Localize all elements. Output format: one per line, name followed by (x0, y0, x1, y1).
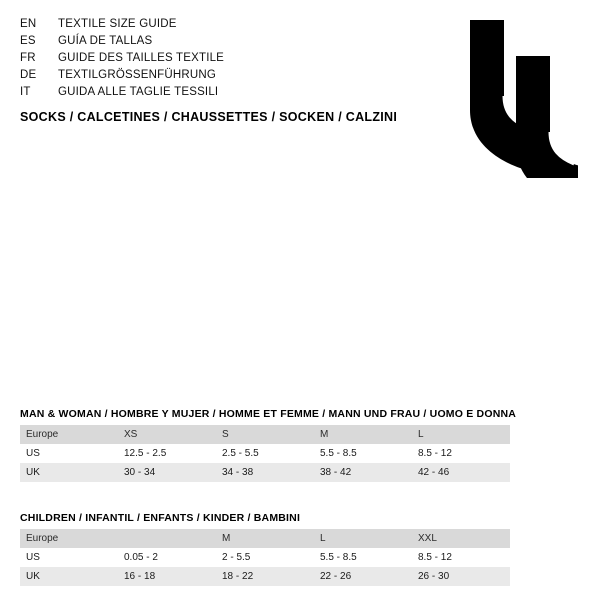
table-row (20, 444, 510, 463)
table-row (20, 548, 510, 567)
table-cell: 5.5 - 8.5 (314, 548, 412, 567)
table-header-row (20, 529, 510, 548)
language-code: IT (20, 86, 31, 98)
language-row (20, 16, 380, 33)
page-title: SOCKS / CALCETINES / CHAUSSETTES / SOCKEN / CALZINI (20, 110, 398, 124)
table-header-cell (118, 529, 216, 548)
table-cell: 22 - 26 (314, 567, 412, 586)
table-header-cell: XS (118, 425, 216, 444)
table-cell: 2.5 - 5.5 (216, 444, 314, 463)
table-header-cell: Europe (20, 529, 118, 548)
language-code: FR (20, 52, 36, 64)
socks-illustration (408, 18, 578, 178)
adult-size-table (20, 425, 510, 482)
table-header-cell: M (216, 529, 314, 548)
language-list (20, 16, 380, 101)
row-label: UK (20, 463, 118, 482)
table-header-cell: L (412, 425, 510, 444)
table-header-row (20, 425, 510, 444)
language-code: EN (20, 18, 37, 30)
table-cell: 38 - 42 (314, 463, 412, 482)
language-code: ES (20, 35, 36, 47)
children-table-caption: CHILDREN / INFANTIL / ENFANTS / KINDER / BAMBINI (20, 512, 301, 524)
table-header-cell: Europe (20, 425, 118, 444)
language-row (20, 50, 380, 67)
table-cell: 5.5 - 8.5 (314, 444, 412, 463)
language-text: GUIDE DES TAILLES TEXTILE (58, 52, 225, 64)
language-text: TEXTILGRÖSSENFÜHRUNG (58, 69, 216, 81)
language-code: DE (20, 69, 37, 81)
table-header-cell: M (314, 425, 412, 444)
language-text: GUÍA DE TALLAS (58, 35, 153, 47)
language-row (20, 84, 380, 101)
table-cell: 2 - 5.5 (216, 548, 314, 567)
children-size-section (20, 512, 580, 586)
language-row (20, 33, 380, 50)
row-label: US (20, 444, 118, 463)
language-text: TEXTILE SIZE GUIDE (58, 18, 177, 30)
table-header-cell: XXL (412, 529, 510, 548)
table-cell: 26 - 30 (412, 567, 510, 586)
table-cell: 12.5 - 2.5 (118, 444, 216, 463)
language-text: GUIDA ALLE TAGLIE TESSILI (58, 86, 219, 98)
table-row (20, 567, 510, 586)
table-header-cell: S (216, 425, 314, 444)
table-cell: 16 - 18 (118, 567, 216, 586)
table-cell: 42 - 46 (412, 463, 510, 482)
table-row (20, 463, 510, 482)
sock-front (516, 56, 578, 178)
children-size-table (20, 529, 510, 586)
table-cell: 34 - 38 (216, 463, 314, 482)
row-label: US (20, 548, 118, 567)
row-label: UK (20, 567, 118, 586)
table-cell: 8.5 - 12 (412, 444, 510, 463)
language-row (20, 67, 380, 84)
table-cell: 0.05 - 2 (118, 548, 216, 567)
adult-size-section (20, 408, 580, 482)
table-cell: 18 - 22 (216, 567, 314, 586)
table-cell: 8.5 - 12 (412, 548, 510, 567)
table-cell: 30 - 34 (118, 463, 216, 482)
table-header-cell: L (314, 529, 412, 548)
adult-table-caption: MAN & WOMAN / HOMBRE Y MUJER / HOMME ET FEMME / MANN UND FRAU / UOMO E DONNA (20, 408, 517, 420)
